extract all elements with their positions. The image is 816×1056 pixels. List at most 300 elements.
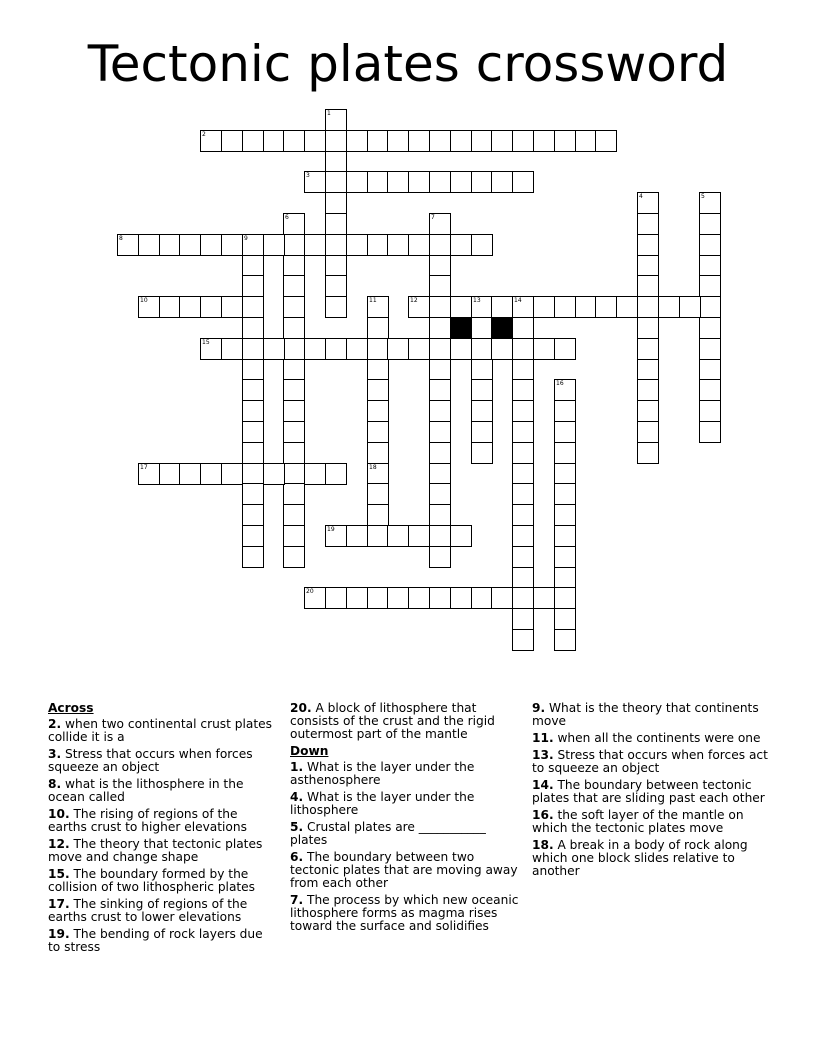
grid-cell[interactable] — [283, 213, 305, 235]
grid-cell[interactable] — [554, 296, 576, 318]
grid-cell[interactable] — [491, 296, 513, 318]
grid-cell[interactable] — [346, 525, 368, 547]
grid-cell[interactable] — [429, 442, 451, 464]
grid-cell[interactable] — [387, 171, 409, 193]
grid-cell[interactable] — [367, 338, 389, 360]
grid-cell[interactable] — [367, 317, 389, 339]
grid-cell[interactable] — [117, 234, 139, 256]
grid-cell[interactable] — [221, 463, 243, 485]
grid-cell[interactable] — [200, 463, 222, 485]
grid-cell[interactable] — [283, 483, 305, 505]
grid-cell[interactable] — [512, 130, 534, 152]
grid-cell[interactable] — [325, 275, 347, 297]
grid-cell[interactable] — [367, 296, 389, 318]
grid-cell[interactable] — [450, 338, 472, 360]
grid-cell[interactable] — [429, 296, 451, 318]
grid-cell[interactable] — [242, 255, 264, 277]
grid-cell[interactable] — [450, 587, 472, 609]
cell-number: 12 — [410, 297, 418, 304]
clue-number: 14. — [532, 778, 554, 792]
grid-cell[interactable] — [429, 587, 451, 609]
grid-cell[interactable] — [346, 338, 368, 360]
grid-cell[interactable] — [242, 275, 264, 297]
grid-cell[interactable] — [616, 296, 638, 318]
grid-cell[interactable] — [429, 171, 451, 193]
clue-item — [48, 928, 278, 954]
grid-cell[interactable] — [242, 421, 264, 443]
grid-cell[interactable] — [512, 525, 534, 547]
black-cell — [450, 317, 472, 339]
grid-cell[interactable] — [408, 525, 430, 547]
grid-cell[interactable] — [263, 130, 285, 152]
grid-cell[interactable] — [471, 234, 493, 256]
grid-cell[interactable] — [179, 234, 201, 256]
clue-item — [48, 868, 278, 894]
grid-cell[interactable] — [512, 379, 534, 401]
grid-cell[interactable] — [637, 234, 659, 256]
grid-cell[interactable] — [325, 255, 347, 277]
clue-item — [48, 718, 278, 744]
grid-cell[interactable] — [367, 483, 389, 505]
grid-cell[interactable] — [325, 234, 347, 256]
grid-cell[interactable] — [554, 400, 576, 422]
clue-text: when two continental crust plates collide it is a — [48, 717, 273, 744]
clue-number: 8. — [48, 777, 62, 791]
clue-text: The process by which new oceanic lithosphere forms as magma rises toward the surface and solidifies — [290, 893, 519, 933]
grid-cell[interactable] — [138, 463, 160, 485]
grid-cell[interactable] — [200, 296, 222, 318]
grid-cell[interactable] — [387, 338, 409, 360]
grid-cell[interactable] — [242, 400, 264, 422]
grid-cell[interactable] — [325, 587, 347, 609]
grid-cell[interactable] — [554, 483, 576, 505]
clue-item — [48, 838, 278, 864]
grid-cell[interactable] — [471, 338, 493, 360]
grid-cell[interactable] — [554, 338, 576, 360]
grid-cell[interactable] — [367, 525, 389, 547]
clue-text: The rising of regions of the earths crust to higher elevations — [48, 807, 247, 834]
grid-cell[interactable] — [637, 338, 659, 360]
grid-cell[interactable] — [242, 483, 264, 505]
grid-cell[interactable] — [367, 442, 389, 464]
grid-cell[interactable] — [429, 504, 451, 526]
clue-number: 11. — [532, 731, 554, 745]
grid-cell[interactable] — [283, 296, 305, 318]
grid-cell[interactable] — [595, 296, 617, 318]
cell-number: 17 — [140, 464, 148, 471]
grid-cell[interactable] — [283, 463, 305, 485]
clue-text: Crustal plates are ___________ plates — [290, 820, 486, 847]
grid-cell[interactable] — [699, 421, 721, 443]
grid-cell[interactable] — [699, 359, 721, 381]
grid-cell[interactable] — [346, 587, 368, 609]
grid-cell[interactable] — [554, 587, 576, 609]
grid-cell[interactable] — [221, 296, 243, 318]
grid-cell[interactable] — [429, 400, 451, 422]
grid-cell[interactable] — [533, 130, 555, 152]
grid-cell[interactable] — [699, 213, 721, 235]
grid-cell[interactable] — [450, 525, 472, 547]
grid-cell[interactable] — [346, 130, 368, 152]
grid-cell[interactable] — [429, 483, 451, 505]
grid-cell[interactable] — [387, 525, 409, 547]
clue-item — [290, 791, 522, 817]
grid-cell[interactable] — [429, 463, 451, 485]
grid-cell[interactable] — [325, 296, 347, 318]
grid-cell[interactable] — [283, 234, 305, 256]
grid-cell[interactable] — [512, 483, 534, 505]
grid-cell[interactable] — [554, 546, 576, 568]
grid-cell[interactable] — [283, 379, 305, 401]
grid-cell[interactable] — [283, 504, 305, 526]
grid-cell[interactable] — [699, 400, 721, 422]
grid-cell[interactable] — [367, 171, 389, 193]
grid-cell[interactable] — [533, 338, 555, 360]
grid-cell[interactable] — [699, 296, 721, 318]
cell-number: 19 — [327, 526, 335, 533]
grid-cell[interactable] — [554, 629, 576, 651]
grid-cell[interactable] — [200, 130, 222, 152]
clue-number: 3. — [48, 747, 62, 761]
grid-cell[interactable] — [450, 130, 472, 152]
grid-cell[interactable] — [658, 296, 680, 318]
black-cell — [491, 317, 513, 339]
grid-cell[interactable] — [637, 275, 659, 297]
grid-cell[interactable] — [450, 296, 472, 318]
grid-cell[interactable] — [408, 130, 430, 152]
grid-cell[interactable] — [429, 130, 451, 152]
down-clue-list-continued — [532, 702, 772, 878]
grid-cell[interactable] — [637, 296, 659, 318]
grid-cell[interactable] — [554, 567, 576, 589]
grid-cell[interactable] — [512, 317, 534, 339]
grid-cell[interactable] — [242, 359, 264, 381]
cell-number: 15 — [202, 339, 210, 346]
grid-cell[interactable] — [179, 463, 201, 485]
grid-cell[interactable] — [512, 338, 534, 360]
grid-cell[interactable] — [283, 546, 305, 568]
grid-cell[interactable] — [283, 130, 305, 152]
grid-cell[interactable] — [387, 130, 409, 152]
grid-cell[interactable] — [367, 421, 389, 443]
cell-number: 13 — [473, 297, 481, 304]
clue-item — [48, 808, 278, 834]
grid-cell[interactable] — [699, 234, 721, 256]
grid-cell[interactable] — [429, 359, 451, 381]
grid-cell[interactable] — [429, 338, 451, 360]
grid-cell[interactable] — [304, 234, 326, 256]
grid-cell[interactable] — [325, 525, 347, 547]
grid-cell[interactable] — [699, 338, 721, 360]
grid-cell[interactable] — [429, 546, 451, 568]
grid-cell[interactable] — [491, 338, 513, 360]
grid-cell[interactable] — [221, 130, 243, 152]
clue-number: 5. — [290, 820, 304, 834]
clue-item — [48, 748, 278, 774]
clue-text: Stress that occurs when forces squeeze an object — [48, 747, 253, 774]
grid-cell[interactable] — [159, 234, 181, 256]
grid-cell[interactable] — [325, 463, 347, 485]
grid-cell[interactable] — [138, 296, 160, 318]
grid-cell[interactable] — [471, 296, 493, 318]
grid-cell[interactable] — [242, 546, 264, 568]
grid-cell[interactable] — [325, 130, 347, 152]
grid-cell[interactable] — [408, 296, 430, 318]
clues-column-1 — [48, 702, 278, 958]
grid-cell[interactable] — [242, 379, 264, 401]
grid-cell[interactable] — [283, 359, 305, 381]
grid-cell[interactable] — [554, 504, 576, 526]
grid-cell[interactable] — [429, 275, 451, 297]
grid-cell[interactable] — [179, 296, 201, 318]
grid-cell[interactable] — [637, 255, 659, 277]
grid-cell[interactable] — [554, 379, 576, 401]
grid-cell[interactable] — [554, 463, 576, 485]
cell-number: 4 — [639, 193, 643, 200]
grid-cell[interactable] — [367, 400, 389, 422]
grid-cell[interactable] — [471, 317, 493, 339]
grid-cell[interactable] — [367, 130, 389, 152]
across-clue-list — [48, 718, 278, 954]
grid-cell[interactable] — [221, 234, 243, 256]
grid-cell[interactable] — [283, 338, 305, 360]
grid-cell[interactable] — [283, 525, 305, 547]
cell-number: 10 — [140, 297, 148, 304]
grid-cell[interactable] — [325, 151, 347, 173]
grid-cell[interactable] — [471, 400, 493, 422]
grid-cell[interactable] — [429, 234, 451, 256]
clue-item — [48, 898, 278, 924]
grid-cell[interactable] — [512, 421, 534, 443]
grid-cell[interactable] — [554, 442, 576, 464]
grid-cell[interactable] — [637, 400, 659, 422]
grid-cell[interactable] — [471, 379, 493, 401]
grid-cell[interactable] — [346, 234, 368, 256]
grid-cell[interactable] — [471, 587, 493, 609]
cell-number: 14 — [514, 297, 522, 304]
grid-cell[interactable] — [367, 234, 389, 256]
clues-column-3 — [532, 702, 772, 882]
clue-item — [532, 839, 772, 878]
grid-cell[interactable] — [304, 463, 326, 485]
clue-item — [290, 702, 522, 741]
grid-cell[interactable] — [512, 504, 534, 526]
grid-cell[interactable] — [242, 317, 264, 339]
grid-cell[interactable] — [533, 587, 555, 609]
grid-cell[interactable] — [304, 587, 326, 609]
grid-cell[interactable] — [699, 192, 721, 214]
grid-cell[interactable] — [491, 130, 513, 152]
grid-cell[interactable] — [554, 525, 576, 547]
grid-cell[interactable] — [512, 359, 534, 381]
grid-cell[interactable] — [325, 192, 347, 214]
clue-number: 17. — [48, 897, 70, 911]
cell-number: 16 — [556, 380, 564, 387]
grid-cell[interactable] — [367, 587, 389, 609]
grid-cell[interactable] — [159, 296, 181, 318]
grid-cell[interactable] — [159, 463, 181, 485]
grid-cell[interactable] — [429, 255, 451, 277]
grid-cell[interactable] — [408, 234, 430, 256]
grid-cell[interactable] — [304, 130, 326, 152]
clue-text: The boundary formed by the collision of two lithospheric plates — [48, 867, 256, 894]
grid-cell[interactable] — [283, 421, 305, 443]
grid-cell[interactable] — [429, 421, 451, 443]
grid-cell[interactable] — [512, 296, 534, 318]
grid-cell[interactable] — [637, 421, 659, 443]
across-clue-list-continued — [290, 702, 522, 741]
clue-number: 18. — [532, 838, 554, 852]
clue-text: The theory that tectonic plates move and change shape — [48, 837, 263, 864]
clue-text: Stress that occurs when forces act to squeeze an object — [532, 748, 768, 775]
grid-cell[interactable] — [595, 130, 617, 152]
cell-number: 6 — [285, 214, 289, 221]
grid-cell[interactable] — [325, 109, 347, 131]
grid-cell[interactable] — [242, 442, 264, 464]
grid-cell[interactable] — [637, 317, 659, 339]
grid-cell[interactable] — [491, 587, 513, 609]
grid-cell[interactable] — [512, 608, 534, 630]
clues-column-2 — [290, 702, 522, 937]
down-heading: Down — [290, 744, 329, 758]
clue-item — [290, 894, 522, 933]
clue-text: The bending of rock layers due to stress — [48, 927, 263, 954]
grid-cell[interactable] — [200, 338, 222, 360]
grid-cell[interactable] — [575, 130, 597, 152]
grid-cell[interactable] — [242, 504, 264, 526]
grid-cell[interactable] — [699, 379, 721, 401]
grid-cell[interactable] — [221, 338, 243, 360]
grid-cell[interactable] — [491, 171, 513, 193]
grid-cell[interactable] — [471, 442, 493, 464]
grid-cell[interactable] — [637, 359, 659, 381]
grid-cell[interactable] — [387, 587, 409, 609]
grid-cell[interactable] — [283, 275, 305, 297]
grid-cell[interactable] — [429, 379, 451, 401]
grid-cell[interactable] — [471, 421, 493, 443]
grid-cell[interactable] — [367, 359, 389, 381]
grid-cell[interactable] — [242, 463, 264, 485]
grid-cell[interactable] — [471, 359, 493, 381]
down-clue-list — [290, 761, 522, 933]
clue-item — [290, 761, 522, 787]
cell-number: 5 — [701, 193, 705, 200]
grid-cell[interactable] — [304, 338, 326, 360]
grid-cell[interactable] — [283, 400, 305, 422]
grid-cell[interactable] — [367, 463, 389, 485]
clue-number: 1. — [290, 760, 304, 774]
grid-cell[interactable] — [429, 525, 451, 547]
clue-number: 15. — [48, 867, 70, 881]
clue-text: What is the layer under the asthenosphere — [290, 760, 475, 787]
cell-number: 18 — [369, 464, 377, 471]
clue-text: what is the lithosphere in the ocean called — [48, 777, 244, 804]
grid-cell[interactable] — [200, 234, 222, 256]
grid-cell[interactable] — [637, 442, 659, 464]
grid-cell[interactable] — [283, 255, 305, 277]
grid-cell[interactable] — [512, 587, 534, 609]
grid-cell[interactable] — [242, 296, 264, 318]
cell-number: 2 — [202, 131, 206, 138]
clue-text: when all the continents were one — [557, 731, 761, 745]
grid-cell[interactable] — [263, 234, 285, 256]
grid-cell[interactable] — [408, 338, 430, 360]
cell-number: 7 — [431, 214, 435, 221]
clue-item — [48, 778, 278, 804]
grid-cell[interactable] — [575, 296, 597, 318]
clue-number: 20. — [290, 701, 312, 715]
grid-cell[interactable] — [554, 130, 576, 152]
grid-cell[interactable] — [242, 338, 264, 360]
clue-number: 9. — [532, 701, 546, 715]
grid-cell[interactable] — [512, 546, 534, 568]
grid-cell[interactable] — [699, 317, 721, 339]
grid-cell[interactable] — [450, 171, 472, 193]
grid-cell[interactable] — [367, 379, 389, 401]
grid-cell[interactable] — [554, 608, 576, 630]
clue-text: the soft layer of the mantle on which the tectonic plates move — [532, 808, 744, 835]
cell-number: 3 — [306, 172, 310, 179]
grid-cell[interactable] — [512, 442, 534, 464]
cell-number: 9 — [244, 235, 248, 242]
grid-cell[interactable] — [512, 171, 534, 193]
grid-cell[interactable] — [471, 130, 493, 152]
clue-number: 6. — [290, 850, 304, 864]
grid-cell[interactable] — [533, 296, 555, 318]
grid-cell[interactable] — [138, 234, 160, 256]
grid-cell[interactable] — [263, 463, 285, 485]
grid-cell[interactable] — [699, 275, 721, 297]
grid-cell[interactable] — [325, 171, 347, 193]
grid-cell[interactable] — [679, 296, 701, 318]
grid-cell[interactable] — [512, 463, 534, 485]
clue-number: 13. — [532, 748, 554, 762]
grid-cell[interactable] — [283, 442, 305, 464]
grid-cell[interactable] — [304, 171, 326, 193]
grid-cell[interactable] — [242, 525, 264, 547]
grid-cell[interactable] — [637, 379, 659, 401]
grid-cell[interactable] — [325, 213, 347, 235]
grid-cell[interactable] — [408, 171, 430, 193]
grid-cell[interactable] — [512, 567, 534, 589]
grid-cell[interactable] — [429, 317, 451, 339]
clue-item — [290, 821, 522, 847]
grid-cell[interactable] — [242, 234, 264, 256]
grid-cell[interactable] — [387, 234, 409, 256]
grid-cell[interactable] — [512, 400, 534, 422]
grid-cell[interactable] — [450, 234, 472, 256]
grid-cell[interactable] — [637, 213, 659, 235]
grid-cell[interactable] — [554, 421, 576, 443]
grid-cell[interactable] — [429, 213, 451, 235]
clue-text: The boundary between two tectonic plates that are moving away from each other — [290, 850, 518, 890]
grid-cell[interactable] — [637, 192, 659, 214]
clue-item — [532, 809, 772, 835]
clue-text: The sinking of regions of the earths crust to lower elevations — [48, 897, 248, 924]
grid-cell[interactable] — [471, 171, 493, 193]
grid-cell[interactable] — [283, 317, 305, 339]
clue-number: 16. — [532, 808, 554, 822]
grid-cell[interactable] — [699, 255, 721, 277]
grid-cell[interactable] — [263, 338, 285, 360]
grid-cell[interactable] — [325, 338, 347, 360]
grid-cell[interactable] — [512, 629, 534, 651]
grid-cell[interactable] — [242, 130, 264, 152]
grid-cell[interactable] — [408, 587, 430, 609]
grid-cell[interactable] — [367, 504, 389, 526]
grid-cell[interactable] — [346, 171, 368, 193]
clue-number: 4. — [290, 790, 304, 804]
